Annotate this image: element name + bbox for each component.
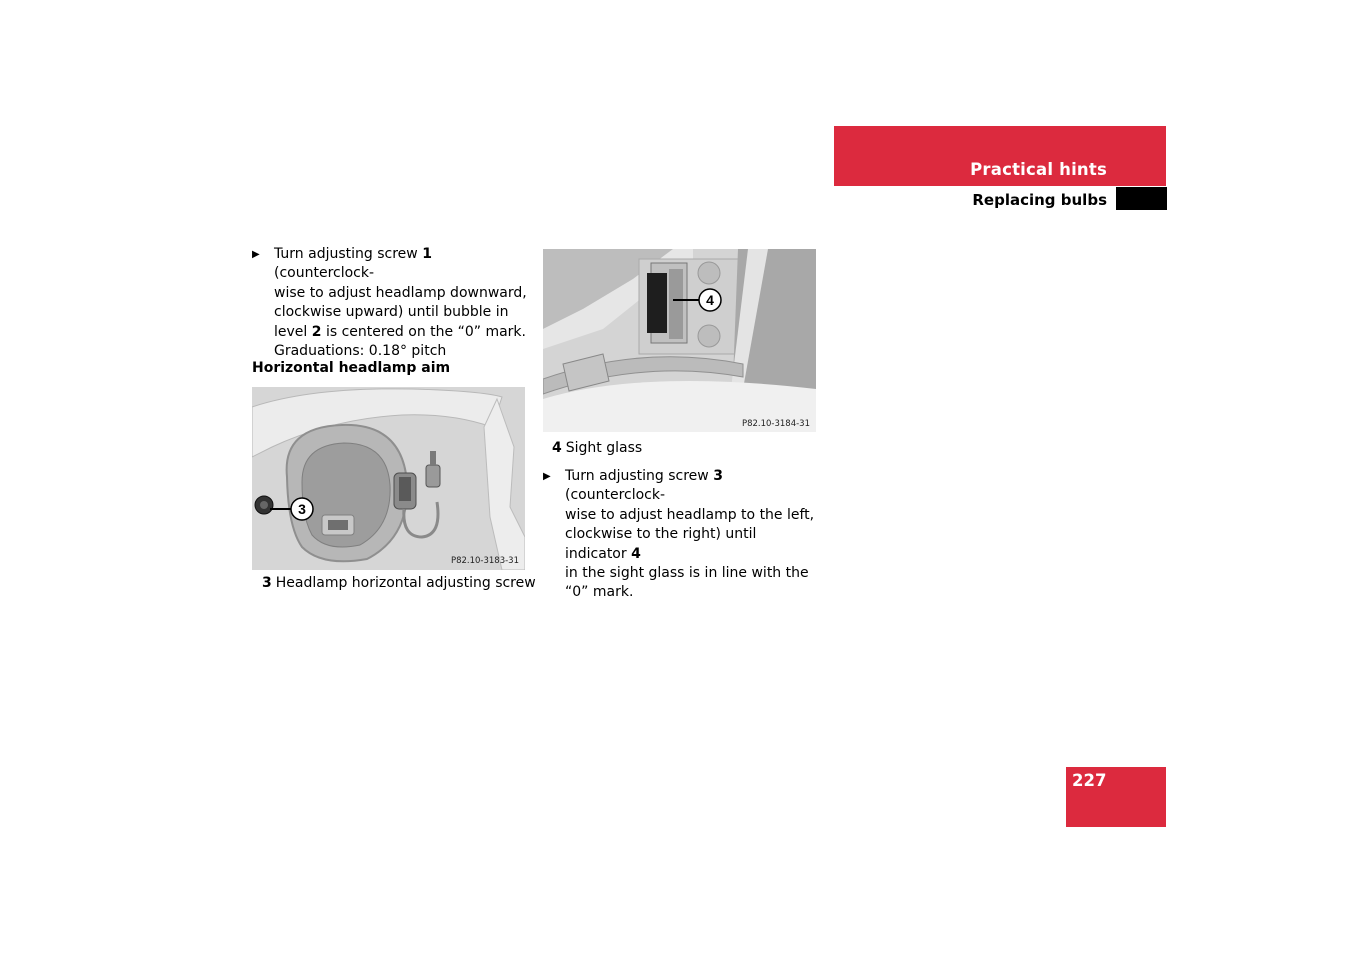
- instruction-text: [565, 467, 818, 603]
- subheading-horizontal-aim: Horizontal headlamp aim: [252, 360, 451, 376]
- text-line: in the sight glass is in line with the: [565, 565, 809, 582]
- text-line: Graduations: 0.18° pitch: [274, 343, 447, 360]
- reference-number: 2: [311, 323, 322, 340]
- instruction-vertical-aim: [252, 245, 527, 361]
- text-line: wise to adjust headlamp to the left,: [565, 506, 815, 523]
- text-span: (counterclock-: [274, 265, 375, 282]
- section-tab-marker: [1116, 187, 1167, 210]
- caption-number: 4: [552, 440, 562, 456]
- text-span: Turn adjusting screw: [565, 468, 714, 484]
- text-line: wise to adjust headlamp downward,: [274, 284, 527, 301]
- figure-caption: [262, 575, 536, 591]
- instruction-horizontal-aim: [543, 467, 818, 603]
- figure-caption: [552, 440, 642, 456]
- instruction-text: [274, 245, 527, 361]
- reference-number: 3: [713, 468, 723, 484]
- reference-number: 4: [631, 545, 641, 562]
- figure-headlamp-horizontal-screw: [252, 387, 525, 570]
- figure-code: P82.10-3183-31: [450, 556, 519, 566]
- bullet-arrow-icon: ▶: [252, 249, 260, 260]
- figure-callout: 3: [298, 501, 306, 517]
- page-number: 227: [1072, 771, 1107, 790]
- subsection-title: Replacing bulbs: [972, 191, 1107, 209]
- section-title: Practical hints: [970, 160, 1107, 179]
- text-span: level: [274, 323, 312, 340]
- caption-number: 3: [262, 575, 272, 591]
- figure-sight-glass: [543, 249, 816, 432]
- text-span: Turn adjusting screw: [274, 246, 423, 262]
- figure-code: P82.10-3184-31: [741, 419, 810, 429]
- text-line: “0” mark.: [565, 584, 634, 601]
- figure-callout: 4: [706, 292, 714, 308]
- bullet-arrow-icon: ▶: [543, 471, 551, 482]
- text-line: clockwise upward) until bubble in: [274, 304, 509, 321]
- text-span: clockwise to the right) until indicator: [565, 526, 757, 562]
- text-span: (counterclock-: [565, 487, 666, 504]
- caption-text: Sight glass: [565, 440, 643, 456]
- text-span: is centered on the “0” mark.: [321, 323, 526, 340]
- reference-number: 1: [422, 246, 432, 262]
- caption-text: Headlamp horizontal adjusting screw: [275, 575, 536, 591]
- headlamp-rear-illustration: [252, 387, 525, 570]
- sight-glass-illustration: [543, 249, 816, 432]
